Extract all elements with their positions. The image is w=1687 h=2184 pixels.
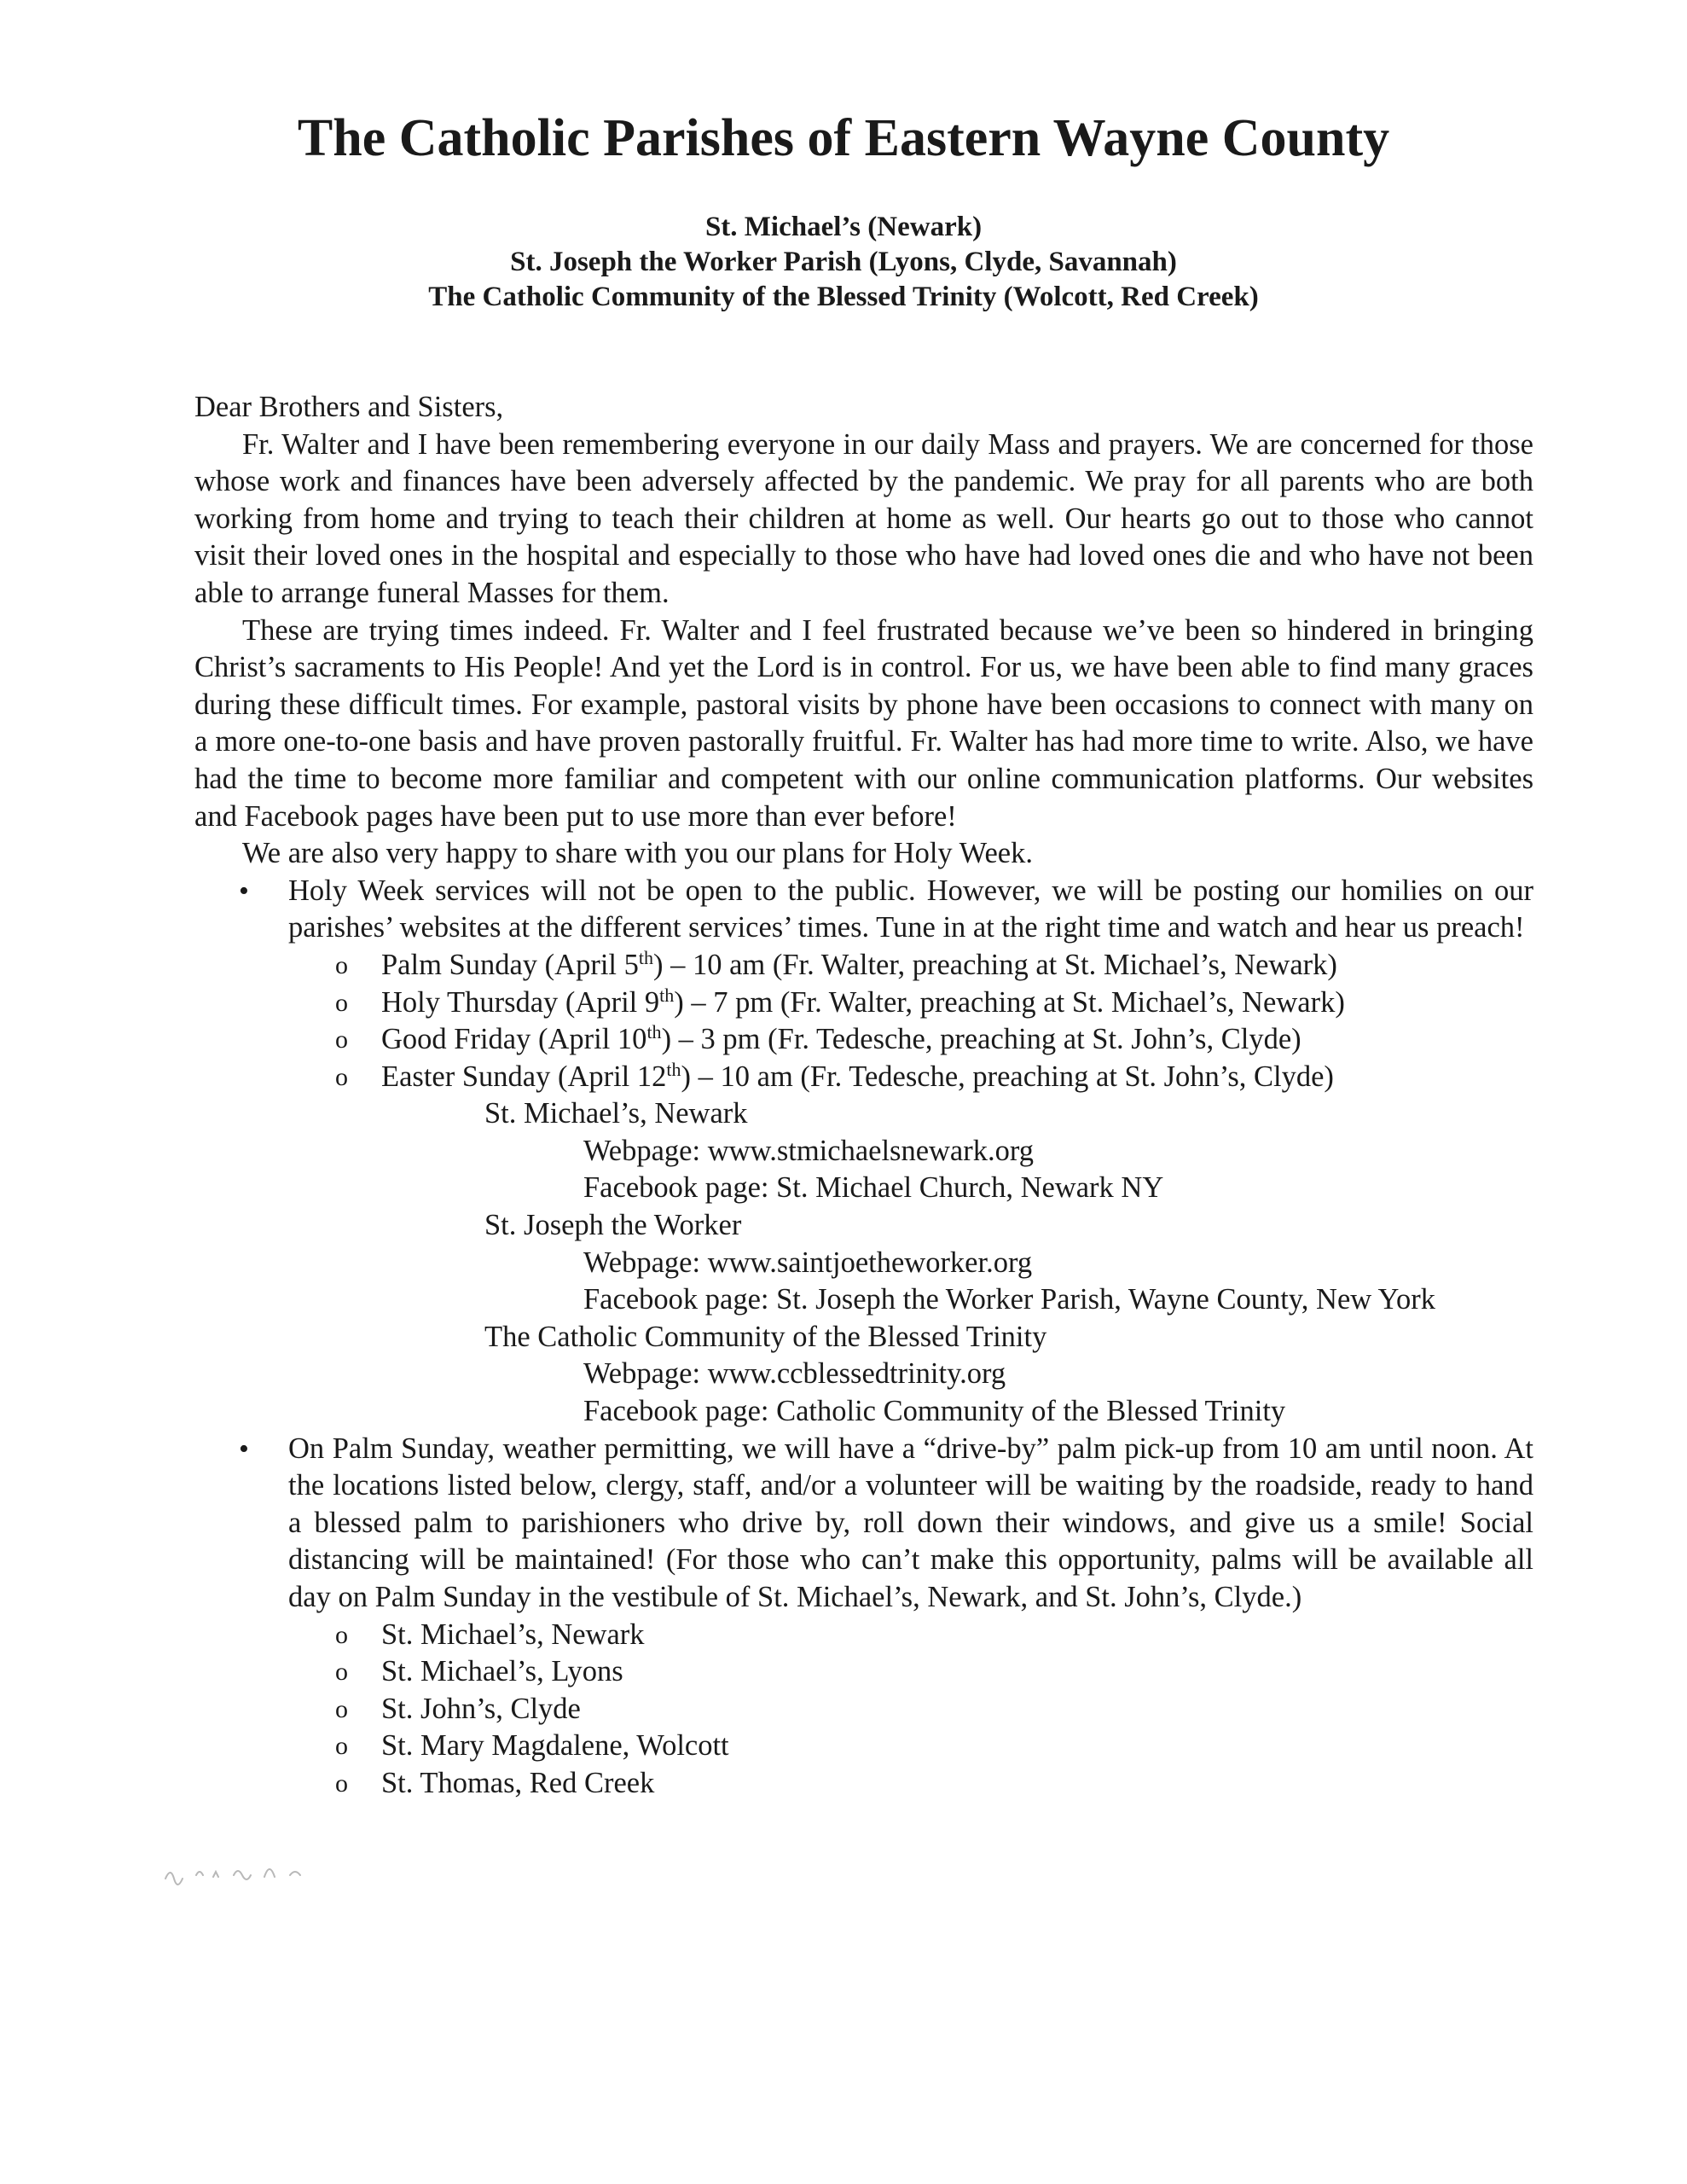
location-item: o St. Michael’s, Newark (194, 1617, 1533, 1654)
sub-marker: o (335, 988, 348, 1017)
site-block (194, 1095, 1533, 1207)
paragraph: We are also very happy to share with you our plans for Holy Week. (242, 837, 1033, 870)
handwritten-scribble (162, 1856, 367, 1891)
site-name: The Catholic Community of the Blessed Trinity (484, 1320, 1047, 1353)
page-title: The Catholic Parishes of Eastern Wayne County (297, 109, 1390, 167)
letter-body (194, 389, 1533, 1803)
sub-marker: o (335, 1769, 348, 1798)
site-webpage: Webpage: www.ccblessedtrinity.org (583, 1357, 1006, 1391)
paragraph: These are trying times indeed. Fr. Walter and I feel frustrated because we’ve been so hindered in bringing Christ’s sacraments to His People! And yet the Lord is in control. For us, we have been able to find many graces during these difficult times. For example, pastoral visits by phone have been occasions to connect with many on a more one-to-one basis and have proven pastorally fruitful. Fr. Walter has had more time to write. Also, we have had the time to become more familiar and competent with our online communication platforms. Our websites and Facebook pages have been put to use more than ever before! (194, 613, 1533, 833)
site-webpage: Webpage: www.saintjoetheworker.org (583, 1246, 1033, 1279)
parish-name: St. Joseph the Worker Parish (Lyons, Clyde, Savannah) (510, 247, 1177, 277)
parish-name: St. Michael’s (Newark) (704, 212, 983, 242)
location-item: o St. Michael’s, Lyons (194, 1653, 1533, 1691)
bullet-holy-week (194, 873, 1533, 947)
site-name: St. Michael’s, Newark (484, 1097, 748, 1130)
location-list (194, 1617, 1533, 1803)
salutation: Dear Brothers and Sisters, (194, 391, 504, 423)
sub-marker: o (335, 1025, 348, 1054)
site-webpage: Webpage: www.stmichaelsnewark.org (583, 1134, 1034, 1167)
site-facebook: Facebook page: Catholic Community of the Blessed Trinity (583, 1395, 1286, 1428)
site-block (194, 1207, 1533, 1319)
paragraph: Fr. Walter and I have been remembering everyone in our daily Mass and prayers. We are concerned for those whose work and finances have been adversely affected by the pandemic. We pray for all parents who are both working from home and trying to teach their children at home as well. Our hearts go out to those who cannot visit their loved ones in the hospital and especially to those who have had loved ones die and who have not been able to arrange funeral Masses for them. (194, 427, 1533, 609)
sub-marker: o (335, 1062, 348, 1091)
service-item: o Palm Sunday (April 5th) – 10 am (Fr. Walter, preaching at St. Michael’s, Newark) (194, 947, 1533, 985)
service-item: o Good Friday (April 10th) – 3 pm (Fr. Tedesche, preaching at St. John’s, Clyde) (194, 1021, 1533, 1059)
bullet-marker: • (239, 874, 249, 907)
location-item: o St. John’s, Clyde (194, 1691, 1533, 1728)
sub-marker: o (335, 1694, 348, 1723)
service-item: o Holy Thursday (April 9th) – 7 pm (Fr. Walter, preaching at St. Michael’s, Newark) (194, 985, 1533, 1022)
bullet-text: Holy Week services will not be open to the public. However, we will be posting our homilies on our parishes’ websites at the different services’ times. Tune in at the right time and watch and hear us preach! (288, 874, 1533, 944)
bullet-text: On Palm Sunday, weather permitting, we will have a “drive-by” palm pick-up from 10 am until noon. At the locations listed below, clergy, staff, and/or a volunteer will be waiting by the roadside, ready to hand a blessed palm to parishioners who drive by, roll down their windows, and give us a smile! Social distancing will be maintained! (For those who can’t make this opportunity, palms will be available all day on Palm Sunday in the vestibule of St. Michael’s, Newark, and St. John’s, Clyde.) (288, 1432, 1533, 1613)
location-item: o St. Thomas, Red Creek (194, 1765, 1533, 1803)
site-facebook: Facebook page: St. Joseph the Worker Parish, Wayne County, New York (583, 1283, 1435, 1316)
location-item: o St. Mary Magdalene, Wolcott (194, 1728, 1533, 1765)
sub-marker: o (335, 1658, 348, 1687)
parish-name: The Catholic Community of the Blessed Trinity (Wolcott, Red Creek) (428, 282, 1259, 312)
service-item: o Easter Sunday (April 12th) – 10 am (Fr. Tedesche, preaching at St. John’s, Clyde) (194, 1059, 1533, 1096)
parish-list (0, 210, 1687, 315)
sub-marker: o (335, 1732, 348, 1761)
bullet-marker: • (239, 1432, 249, 1465)
site-facebook: Facebook page: St. Michael Church, Newark NY (583, 1171, 1164, 1205)
site-name: St. Joseph the Worker (484, 1209, 742, 1242)
bullet-palm-pickup (194, 1431, 1533, 1617)
service-list (194, 947, 1533, 1095)
site-block (194, 1319, 1533, 1431)
sub-marker: o (335, 1620, 348, 1649)
sub-marker: o (335, 950, 348, 979)
